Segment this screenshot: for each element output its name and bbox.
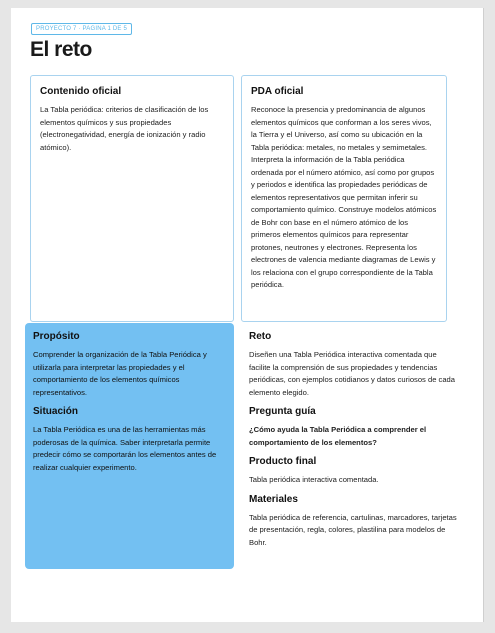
pregunta-guia-heading: Pregunta guía (249, 406, 316, 417)
reto-heading: Reto (249, 331, 272, 342)
contenido-oficial-heading: Contenido oficial (40, 86, 122, 97)
pda-oficial-card (241, 75, 447, 322)
producto-final-heading: Producto final (249, 456, 317, 467)
pregunta-guia-section (249, 406, 459, 449)
producto-final-text: Tabla periódica interactiva comentada. (249, 475, 379, 484)
reto-text: Diseñen una Tabla Periódica interactiva comentada que facilite la comprensión de sus propiedades y tendencias periódicas, con ejemplos cotidianos y datos curiosos de cada elemento elegido. (249, 350, 455, 397)
proposito-situacion-panel (25, 323, 234, 569)
pda-oficial-text: Reconoce la presencia y predominancia de algunos elementos químicos que conforman a los seres vivos, la Tierra y el Universo, así como su ubicación en la Tabla periódica: metales, no metales y semimetales. Interpreta la información de la Tabla periódica ordenada por el número atómico, así como por grupos y periodos e identifica las propiedades periódicas de elementos representativos que permitan inferir su comportamiento químico. Construye modelos atómicos de Bohr con base en el número atómico de los primeros elementos químicos para representar protones, neutrones y electrones. Representa los electrones de valencia mediante diagramas de Lewis y los relaciona con el grupo correspondiente de la Tabla periódica. (251, 105, 437, 289)
proposito-text: Comprender la organización de la Tabla Periódica y utilizarla para interpretar las propiedades y el comportamiento de los elementos químicos representativos. (33, 350, 207, 397)
pregunta-guia-text: ¿Cómo ayuda la Tabla Periódica a comprender el comportamiento de los elementos? (249, 425, 427, 447)
proposito-heading: Propósito (33, 331, 80, 342)
right-column (249, 331, 459, 556)
producto-final-section (249, 456, 459, 487)
materiales-text: Tabla periódica de referencia, cartulinas, marcadores, tarjetas de presentación, regla, colores, plastilina para modelos de Bohr. (249, 512, 457, 547)
contenido-oficial-card (30, 75, 234, 322)
materiales-heading: Materiales (249, 493, 298, 505)
page-edge (483, 8, 484, 622)
reto-section (249, 331, 459, 399)
situacion-heading: Situación (33, 406, 79, 417)
pda-oficial-heading: PDA oficial (251, 86, 304, 97)
project-page-tag: PROYECTO 7 · PAGINA 1 DE 5 (31, 23, 132, 35)
page-title: El reto (30, 38, 92, 61)
materiales-section (249, 494, 459, 550)
contenido-oficial-text: La Tabla periódica: criterios de clasificación de los elementos químicos y sus propiedades (electronegatividad, energía de ionización y radio atómico). (40, 105, 209, 152)
situacion-text: La Tabla Periódica es una de las herramientas más poderosas de la química. Saber interpretarla permite predecir cómo se comportarán los elementos antes de realizar cualquier experimento. (33, 425, 217, 472)
